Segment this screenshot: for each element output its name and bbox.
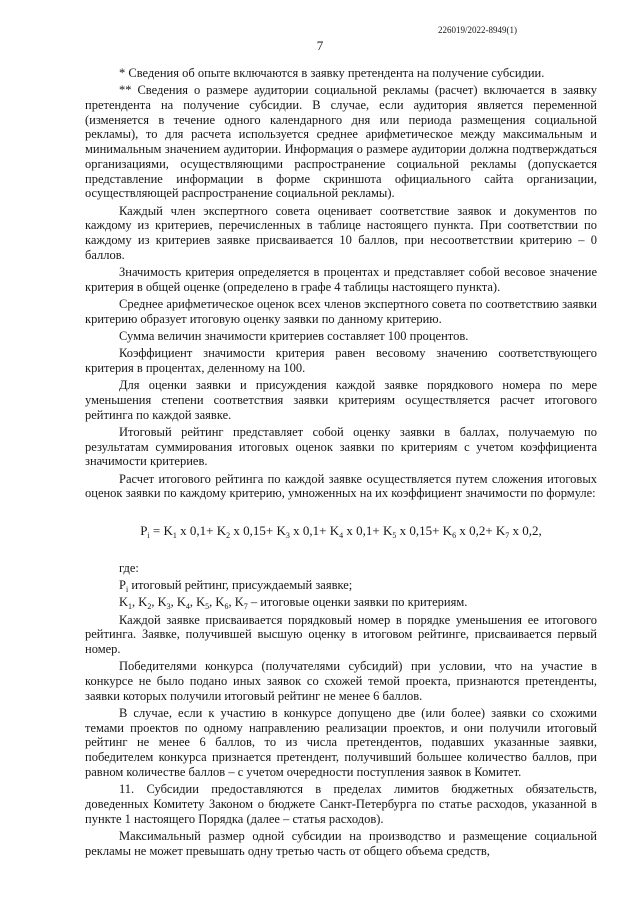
formula-term-op: x 0,1+ xyxy=(289,523,330,539)
formula-term-k: K xyxy=(276,523,286,539)
where-p-text: итоговый рейтинг, присуждаемый заявке; xyxy=(128,578,353,593)
formula-term-op: x 0,2+ xyxy=(456,523,496,539)
formula-term-sub: 5 xyxy=(392,531,397,541)
paragraph-audience-note: ** Сведения о размере аудитории социальной рекламы (расчет) включается в заявку претендента на получение субсидии. В случае, если аудитория является переменной (изменяется в течение одного календарного дня или периода размещения социальной рекламы), то для расчета используется среднее арифметическое между максимальным и минимальным значением аудитории. Информация о размере аудитории должна подтверждаться организациями, осуществляющими распространение социальной рекламы (допускается представление информации в форме скриншота официального сайта организации, осуществляющей распространение социальной рекламы). xyxy=(85,83,597,201)
page-number: 7 xyxy=(316,38,324,53)
formula-term-k: K xyxy=(329,523,340,539)
paragraph-expert-evaluation: Каждый член экспертного совета оценивает соответствие заявок и документов по каждому из критериев, перечисленных в таблице настоящего пункта. При соответствии по каждому из критериев заявке присваивается 10 баллов, при несоответствии критерию – 0 баллов. xyxy=(85,203,597,262)
paragraph-section-11: 11. Субсидии предоставляются в пределах лимитов бюджетных обязательств, доведенных Комитету Законом о бюджете Санкт-Петербурга по статье расходов, указанной в пункте 1 настоящего Порядка (далее – статья расходов). xyxy=(85,782,597,826)
formula-term-k: K xyxy=(216,523,227,539)
paragraph-coefficient: Коэффициент значимости критерия равен весовому значению соответствующего критерия в процентах, деленному на 100. xyxy=(85,346,597,375)
document-id: 226019/2022-8949(1) xyxy=(438,25,517,35)
where-p-definition xyxy=(85,578,597,593)
where-k-text: – итоговые оценки заявки по критериям. xyxy=(247,595,468,610)
formula-term-k: K xyxy=(382,523,393,539)
paragraph-average-score: Среднее арифметическое оценок всех членов экспертного совета по соответствию заявки критерию образует итоговую оценку заявки по данному критерию. xyxy=(85,296,597,326)
paragraph-max-subsidy: Максимальный размер одной субсидии на производство и размещение социальной рекламы не может превышать одну третью часть от общего объема средств, xyxy=(85,828,597,858)
paragraph-ordinal-number: Каждой заявке присваивается порядковый номер в порядке уменьшения ее итогового рейтинга. Заявке, получившей высшую оценку в итоговом рейтинге, присваивается первый номер. xyxy=(85,612,597,657)
document-body xyxy=(85,66,597,861)
formula-term-op: x 0,2, xyxy=(509,523,542,539)
where-k-symbols: $K_1$, $K_2$, $K_3$, $K_4$, $K_5$, $K_6$, $K_7$ xyxy=(119,595,248,612)
paragraph-experience-note: * Сведения об опыте включаются в заявку претендента на получение субсидии. xyxy=(119,66,545,80)
formula-term-op: x 0,15+ xyxy=(396,523,443,539)
formula-term-sub: 6 xyxy=(452,531,457,541)
paragraph-similar-topics: В случае, если к участию в конкурсе допущено две (или более) заявки со схожими темами проектов по одному направлению реализации проектов, и они получили итоговый рейтинг не менее 6 баллов, то из числа претендентов, подавших указанные заявки, победителем конкурса признается претендент, получивший большее количество баллов, при равном количестве баллов – с учетом очередности поступления заявок в Комитет. xyxy=(85,706,597,779)
paragraph-sum-significance: Сумма величин значимости критериев составляет 100 процентов. xyxy=(119,328,469,343)
paragraph-final-rating: Итоговый рейтинг представляет собой оценку заявки в баллах, получаемую по результатам суммирования итоговых оценок заявки по критериям с учетом коэффициента значимости критериев. xyxy=(85,424,597,469)
formula-term-op: x 0,1+ xyxy=(343,523,383,539)
formula-term-sub: 4 xyxy=(339,531,344,541)
paragraph-rating-purpose: Для оценки заявки и присуждения каждой заявке порядкового номера по мере уменьшения степени соответствия заявки критериям осуществляется расчет итогового рейтинга по каждой заявке. xyxy=(85,378,597,422)
where-p-symbol: $P_i$ xyxy=(119,578,129,595)
formula-term-k: K xyxy=(442,523,453,539)
formula-term-k: K xyxy=(495,523,506,539)
where-label: где: xyxy=(119,560,139,575)
paragraph-criterion-significance: Значимость критерия определяется в процентах и представляет собой весовое значение критерия в общей оценке (определено в графе 4 таблицы настоящего пункта). xyxy=(85,264,597,294)
formula-term-op: x 0,15+ xyxy=(230,523,277,539)
formula-rhs xyxy=(163,523,542,541)
paragraph-rating-calculation: Расчет итогового рейтинга по каждой заявке осуществляется путем сложения итоговых оценок заявки по каждому критерию, умноженных на их коэффициент значимости по формуле: xyxy=(85,471,597,501)
paragraph-winners: Победителями конкурса (получателями субсидий) при условии, что на участие в конкурсе не было подано иных заявок со схожей темой проекта, признаются претенденты, заявки которых получили итоговый рейтинг не менее 6 баллов. xyxy=(85,659,597,703)
formula-equals: = xyxy=(149,523,164,539)
formula-term-sub: 7 xyxy=(505,531,510,541)
formula-lhs-sub: i xyxy=(147,531,150,541)
formula-term-sub: 1 xyxy=(172,531,177,541)
formula-term-k: K xyxy=(163,523,173,539)
formula-term-sub: 3 xyxy=(285,531,290,541)
formula-term-op: x 0,1+ xyxy=(176,523,217,539)
rating-formula xyxy=(85,524,597,539)
formula-lhs: P xyxy=(140,523,148,539)
where-k-definition xyxy=(85,595,597,610)
formula-term-sub: 2 xyxy=(226,531,231,541)
